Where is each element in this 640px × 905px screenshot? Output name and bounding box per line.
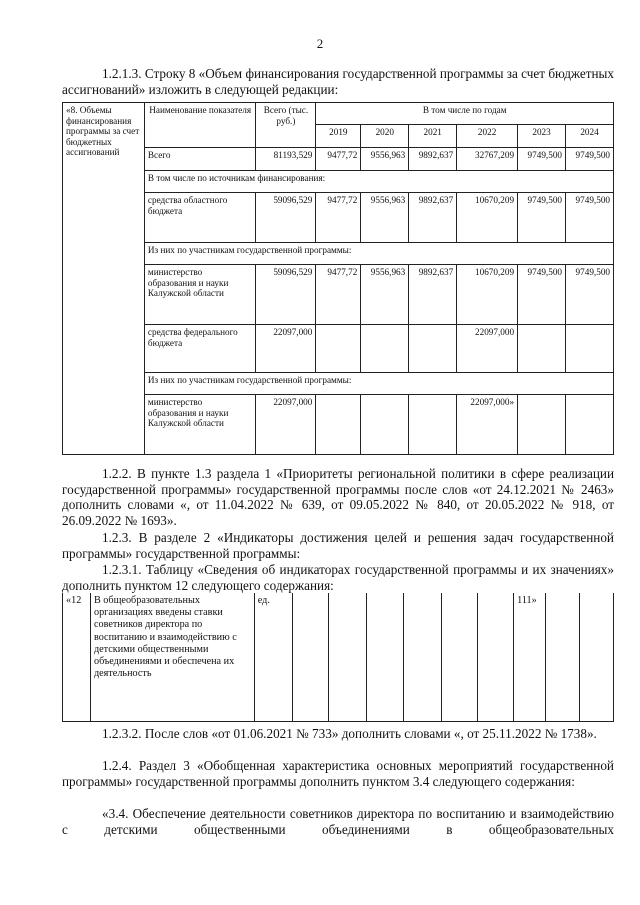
- cell-total: 81193,529: [256, 148, 316, 171]
- table-row-total: [63, 148, 614, 171]
- cell-name: министерство образования и науки Калужской области: [144, 395, 256, 455]
- cell-value: [409, 325, 457, 373]
- table-row-regional: [63, 193, 614, 243]
- paragraph-3-4: «3.4. Обеспечение деятельности советников директора по воспитанию и взаимодействию с детскими общественными объединениями в общеобразовательных: [62, 806, 614, 837]
- table-row-ministry: [63, 265, 614, 325]
- cell-value: [566, 395, 614, 455]
- cell-value: 9749,500: [518, 265, 566, 325]
- cell-value: [518, 395, 566, 455]
- cell-unit: ед.: [254, 593, 292, 721]
- cell-value: 9749,500: [566, 265, 614, 325]
- row-label-cell: «8. Объемы финансирования программы за счет бюджетных ассигнований: [63, 103, 145, 455]
- cell-value: [361, 325, 409, 373]
- cell-value: 22097,000»: [457, 395, 518, 455]
- paragraph-1-2-3: 1.2.3. В разделе 2 «Индикаторы достижения целей и решения задач государственной программы» государственной программы:: [62, 530, 614, 561]
- span-row-sources: В том числе по источникам финансирования:: [144, 171, 613, 193]
- span-row-participants: Из них по участникам государственной программы:: [144, 243, 613, 265]
- cell-empty: [366, 593, 404, 721]
- cell-value: [566, 325, 614, 373]
- header-years: В том числе по годам: [316, 103, 614, 125]
- cell-value: 9749,500: [518, 193, 566, 243]
- header-indicator-name: Наименование показателя: [144, 103, 256, 148]
- cell-name: Всего: [144, 148, 256, 171]
- cell-empty: [579, 593, 613, 721]
- year-header: 2019: [316, 125, 361, 148]
- page-number: 2: [316, 36, 324, 51]
- cell-value: 9477,72: [316, 148, 361, 171]
- cell-empty: [404, 593, 442, 721]
- financing-table: [62, 102, 614, 455]
- indicator-table: [62, 593, 614, 722]
- cell-empty: [442, 593, 478, 721]
- header-total: Всего (тыс. руб.): [256, 103, 316, 148]
- paragraph-1-2-1-3: 1.2.1.3. Строку 8 «Объем финансирования государственной программы за счет бюджетных ассигнований» изложить в следующей редакции:: [62, 66, 614, 97]
- cell-value: 9477,72: [316, 193, 361, 243]
- paragraph-1-2-2: 1.2.2. В пункте 1.3 раздела 1 «Приоритеты региональной политики в сфере реализации государственной программы» государственной программы после слов «от 24.12.2021 № 2463» дополнить словами «, от 11.04.2022 № 639, от 09.05.2022 № 840, от 20.05.2022 № 918, от 26.09.2022 № 1693».: [62, 466, 614, 528]
- cell-empty: [292, 593, 328, 721]
- cell-empty: [328, 593, 366, 721]
- cell-value: 9749,500: [566, 148, 614, 171]
- table-row-federal: [63, 325, 614, 373]
- cell-value: [316, 325, 361, 373]
- cell-value: 9556,963: [361, 265, 409, 325]
- cell-value: 9477,72: [316, 265, 361, 325]
- year-header: 2023: [518, 125, 566, 148]
- cell-value: 9749,500: [518, 148, 566, 171]
- table-row-indicator-12: [63, 593, 614, 721]
- cell-value: 22097,000: [457, 325, 518, 373]
- cell-empty: [478, 593, 514, 721]
- cell-name: министерство образования и науки Калужской области: [144, 265, 256, 325]
- cell-name: средства федерального бюджета: [144, 325, 256, 373]
- paragraph-1-2-4: 1.2.4. Раздел 3 «Обобщенная характеристика основных мероприятий государственной программы» государственной программы дополнить пунктом 3.4 следующего содержания:: [62, 758, 614, 789]
- cell-value: [518, 325, 566, 373]
- cell-value: 9556,963: [361, 193, 409, 243]
- cell-value: [316, 395, 361, 455]
- span-row-participants: Из них по участникам государственной программы:: [144, 373, 613, 395]
- cell-value: 9892,637: [409, 193, 457, 243]
- cell-total: 59096,529: [256, 265, 316, 325]
- year-header: 2024: [566, 125, 614, 148]
- cell-value: [409, 395, 457, 455]
- cell-value: 32767,209: [457, 148, 518, 171]
- cell-value: 111»: [514, 593, 546, 721]
- cell-name: средства областного бюджета: [144, 193, 256, 243]
- year-header: 2020: [361, 125, 409, 148]
- paragraph-1-2-3-1: 1.2.3.1. Таблицу «Сведения об индикаторах государственной программы и их значениях» дополнить пунктом 12 следующего содержания:: [62, 562, 614, 593]
- year-header: 2022: [457, 125, 518, 148]
- cell-value: 9892,637: [409, 265, 457, 325]
- cell-total: 22097,000: [256, 325, 316, 373]
- cell-value: 9892,637: [409, 148, 457, 171]
- cell-number: «12: [63, 593, 91, 721]
- cell-value: 10670,209: [457, 265, 518, 325]
- cell-indicator-text: В общеобразовательных организациях введены ставки советников директора по воспитанию и взаимодействию с детскими общественными объединениями и обеспечена их деятельность: [90, 593, 254, 721]
- cell-total: 22097,000: [256, 395, 316, 455]
- cell-value: [361, 395, 409, 455]
- paragraph-1-2-3-2: 1.2.3.2. После слов «от 01.06.2021 № 733» дополнить словами «, от 25.11.2022 № 1738».: [102, 726, 597, 741]
- cell-total: 59096,529: [256, 193, 316, 243]
- cell-value: 9749,500: [566, 193, 614, 243]
- table-row-ministry: [63, 395, 614, 455]
- year-header: 2021: [409, 125, 457, 148]
- cell-value: 10670,209: [457, 193, 518, 243]
- cell-value: 9556,963: [361, 148, 409, 171]
- cell-empty: [546, 593, 580, 721]
